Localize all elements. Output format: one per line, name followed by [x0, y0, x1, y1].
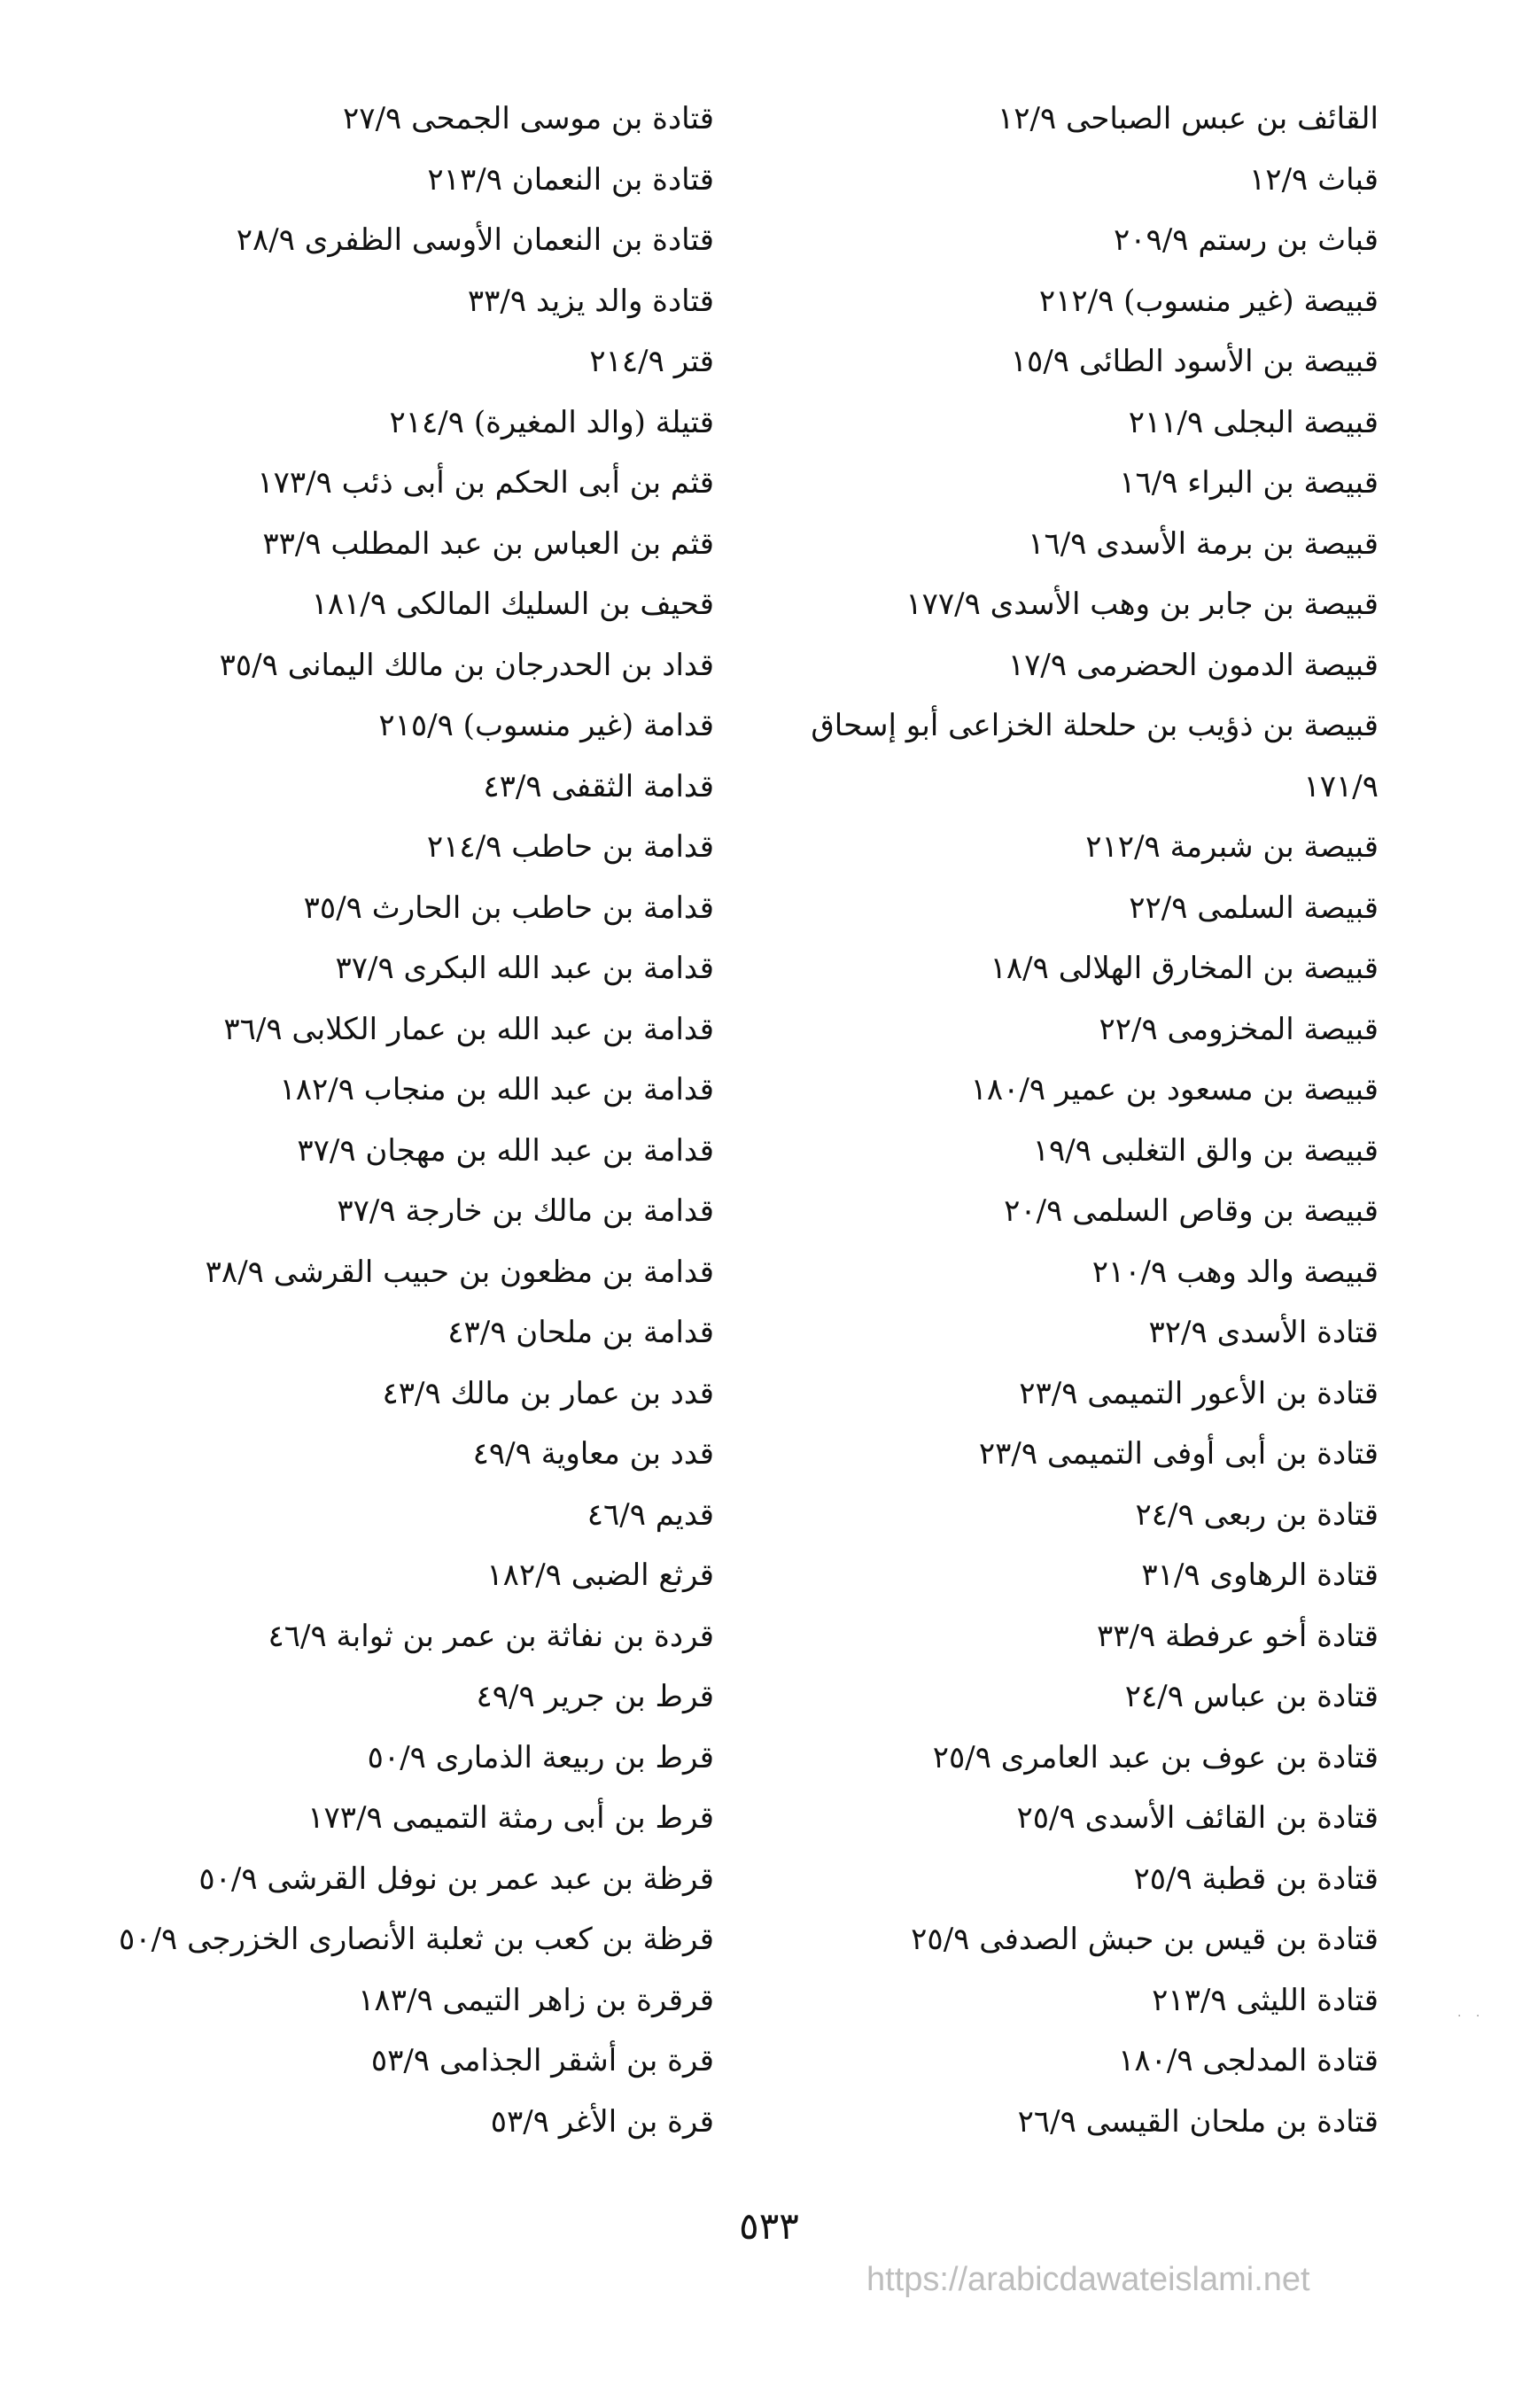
index-entry: قدد بن عمار بن مالك ٩/‏٤٣ [382, 1375, 714, 1411]
index-entry: قتر ٩/‏٢١٤ [589, 344, 714, 379]
index-entry: قرقرة بن زاهر التيمى ٩/‏١٨٣ [358, 1982, 714, 2018]
index-entry: قبيصة بن البراء ٩/‏١٦ [1119, 465, 1379, 501]
index-entry: قرط بن ربيعة الذمارى ٩/‏٥٠ [367, 1739, 714, 1775]
index-entry: قبيصة بن ذؤيب بن حلحلة الخزاعى أبو إسحاق ٩/‏١٧١ [811, 708, 1379, 804]
index-entry: قتادة أخو عرفطة ٩/‏٣٣ [1097, 1618, 1379, 1654]
index-entry: قتادة بن أبى أوفى التميمى ٩/‏٢٣ [978, 1436, 1379, 1472]
index-entry: قبيصة والد وهب ٩/‏٢١٠ [1091, 1254, 1379, 1290]
index-entry: قدامة الثقفى ٩/‏٤٣ [483, 768, 714, 804]
index-entry: قتيلة (والد المغيرة) ٩/‏٢١٤ [389, 404, 714, 440]
index-entry: قرط بن جرير ٩/‏٤٩ [476, 1679, 714, 1714]
index-entry: قتادة والد يزيد ٩/‏٣٣ [467, 283, 714, 319]
index-entry: قبيصة بن مسعود بن عمير ٩/‏١٨٠ [970, 1072, 1379, 1107]
index-entry: قرة بن أشقر الجذامى ٩/‏٥٣ [370, 2043, 714, 2078]
index-entry: قدامة بن حاطب بن الحارث ٩/‏٣٥ [303, 889, 714, 926]
page-number: ٥٣٣ [739, 2204, 799, 2248]
index-entry: قرظة بن كعب بن ثعلبة الأنصارى الخزرجى ٩/‏٥٠ [119, 1922, 714, 1957]
watermark-url: https://arabicdawateislami.net [866, 2261, 1310, 2298]
index-entry: قتادة بن موسى الجمحى ٩/‏٢٧ [343, 101, 714, 136]
index-entry: قباث ٩/‏١٢ [1249, 161, 1379, 198]
index-entry: قتادة الرهاوى ٩/‏٣١ [1141, 1557, 1379, 1593]
index-entry: قدامة بن حاطب ٩/‏٢١٤ [426, 829, 714, 865]
index-entry: قردة بن نفاثة بن عمر بن ثوابة ٩/‏٤٦ [268, 1618, 714, 1654]
index-entry: قتادة الليثى ٩/‏٢١٣ [1152, 1982, 1379, 2018]
index-entry: قتادة بن ربعى ٩/‏٢٤ [1135, 1496, 1379, 1533]
index-column-right [741, 89, 1379, 2152]
index-entry: قبيصة الدمون الحضرمى ٩/‏١٧ [1007, 647, 1379, 683]
index-entry: قدامة (غير منسوب) ٩/‏٢١٥ [378, 708, 714, 743]
index-entry: قبيصة المخزومى ٩/‏٢٢ [1099, 1011, 1379, 1047]
index-entry: قداد بن الحدرجان بن مالك اليمانى ٩/‏٣٥ [219, 647, 714, 683]
index-entry: قتادة بن النعمان ٩/‏٢١٣ [427, 161, 714, 198]
index-entry: قبيصة بن برمة الأسدى ٩/‏١٦ [1028, 525, 1379, 562]
index-entry: قدامة بن مالك بن خارجة ٩/‏٣٧ [337, 1193, 714, 1229]
index-entry: قبيصة بن المخارق الهلالى ٩/‏١٨ [990, 951, 1379, 986]
index-entry: قتادة بن عباس ٩/‏٢٤ [1124, 1679, 1379, 1714]
index-entry: القائف بن عبس الصباحى ٩/‏١٢ [997, 101, 1379, 136]
index-entry: قتادة المدلجى ٩/‏١٨٠ [1118, 2043, 1379, 2078]
index-entry: قدامة بن مظعون بن حبيب القرشى ٩/‏٣٨ [205, 1254, 714, 1290]
index-entry: قبيصة بن وقاص السلمى ٩/‏٢٠ [1004, 1193, 1379, 1229]
index-entry: قبيصة (غير منسوب) ٩/‏٢١٢ [1038, 283, 1379, 319]
index-entry: قتادة بن قطبة ٩/‏٢٥ [1133, 1860, 1379, 1897]
index-entry: قتادة بن القائف الأسدى ٩/‏٢٥ [1016, 1800, 1379, 1836]
index-entry: قثم بن العباس بن عبد المطلب ٩/‏٣٣ [262, 525, 714, 562]
index-entry: قدامة بن ملحان ٩/‏٤٣ [447, 1315, 714, 1350]
index-entry: قبيصة البجلى ٩/‏٢١١ [1128, 404, 1379, 440]
index-entry: قبيصة بن والق التغلبى ٩/‏١٩ [1032, 1132, 1379, 1169]
index-column-left [41, 89, 714, 2152]
index-entry: قدامة بن عبد الله بن مهجان ٩/‏٣٧ [297, 1132, 714, 1169]
index-entry: قحيف بن السليك المالكى ٩/‏١٨١ [311, 586, 714, 622]
index-entry: قتادة بن النعمان الأوسى الظفرى ٩/‏٢٨ [236, 222, 714, 258]
index-entry: قدامة بن عبد الله بن منجاب ٩/‏١٨٢ [279, 1072, 714, 1107]
index-entry: قدامة بن عبد الله بن عمار الكلابى ٩/‏٣٦ [223, 1011, 714, 1047]
index-entry: قديم ٩/‏٤٦ [586, 1496, 714, 1533]
index-entry: قتادة بن الأعور التميمى ٩/‏٢٣ [1019, 1375, 1379, 1411]
index-entry: قتادة بن عوف بن عبد العامرى ٩/‏٢٥ [932, 1739, 1379, 1775]
index-entry: قباث بن رستم ٩/‏٢٠٩ [1114, 222, 1379, 258]
index-entry: قبيصة بن جابر بن وهب الأسدى ٩/‏١٧٧ [905, 586, 1379, 622]
index-entry: قبيصة بن الأسود الطائى ٩/‏١٥ [1010, 344, 1379, 379]
index-entry: قثم بن أبى الحكم بن أبى ذئب ٩/‏١٧٣ [257, 465, 714, 501]
index-entry: قرة بن الأغر ٩/‏٥٣ [490, 2103, 714, 2140]
index-entry: قبيصة السلمى ٩/‏٢٢ [1129, 889, 1379, 926]
index-entry: قدد بن معاوية ٩/‏٤٩ [472, 1436, 714, 1472]
index-entry: قرط بن أبى رمثة التميمى ٩/‏١٧٣ [307, 1800, 714, 1836]
index-entry: قتادة الأسدى ٩/‏٣٢ [1148, 1315, 1379, 1350]
index-entry: قدامة بن عبد الله البكرى ٩/‏٣٧ [335, 951, 714, 986]
index-entry: قرثع الضبى ٩/‏١٨٢ [486, 1557, 714, 1593]
index-entry: قبيصة بن شبرمة ٩/‏٢١٢ [1085, 829, 1379, 865]
index-entry: قتادة بن قيس بن حبش الصدفى ٩/‏٢٥ [911, 1922, 1379, 1957]
scan-speck: · · [1457, 2009, 1486, 2023]
index-entry: قتادة بن ملحان القيسى ٩/‏٢٦ [1017, 2103, 1379, 2140]
index-entry: قرظة بن عبد عمر بن نوفل القرشى ٩/‏٥٠ [198, 1860, 714, 1897]
